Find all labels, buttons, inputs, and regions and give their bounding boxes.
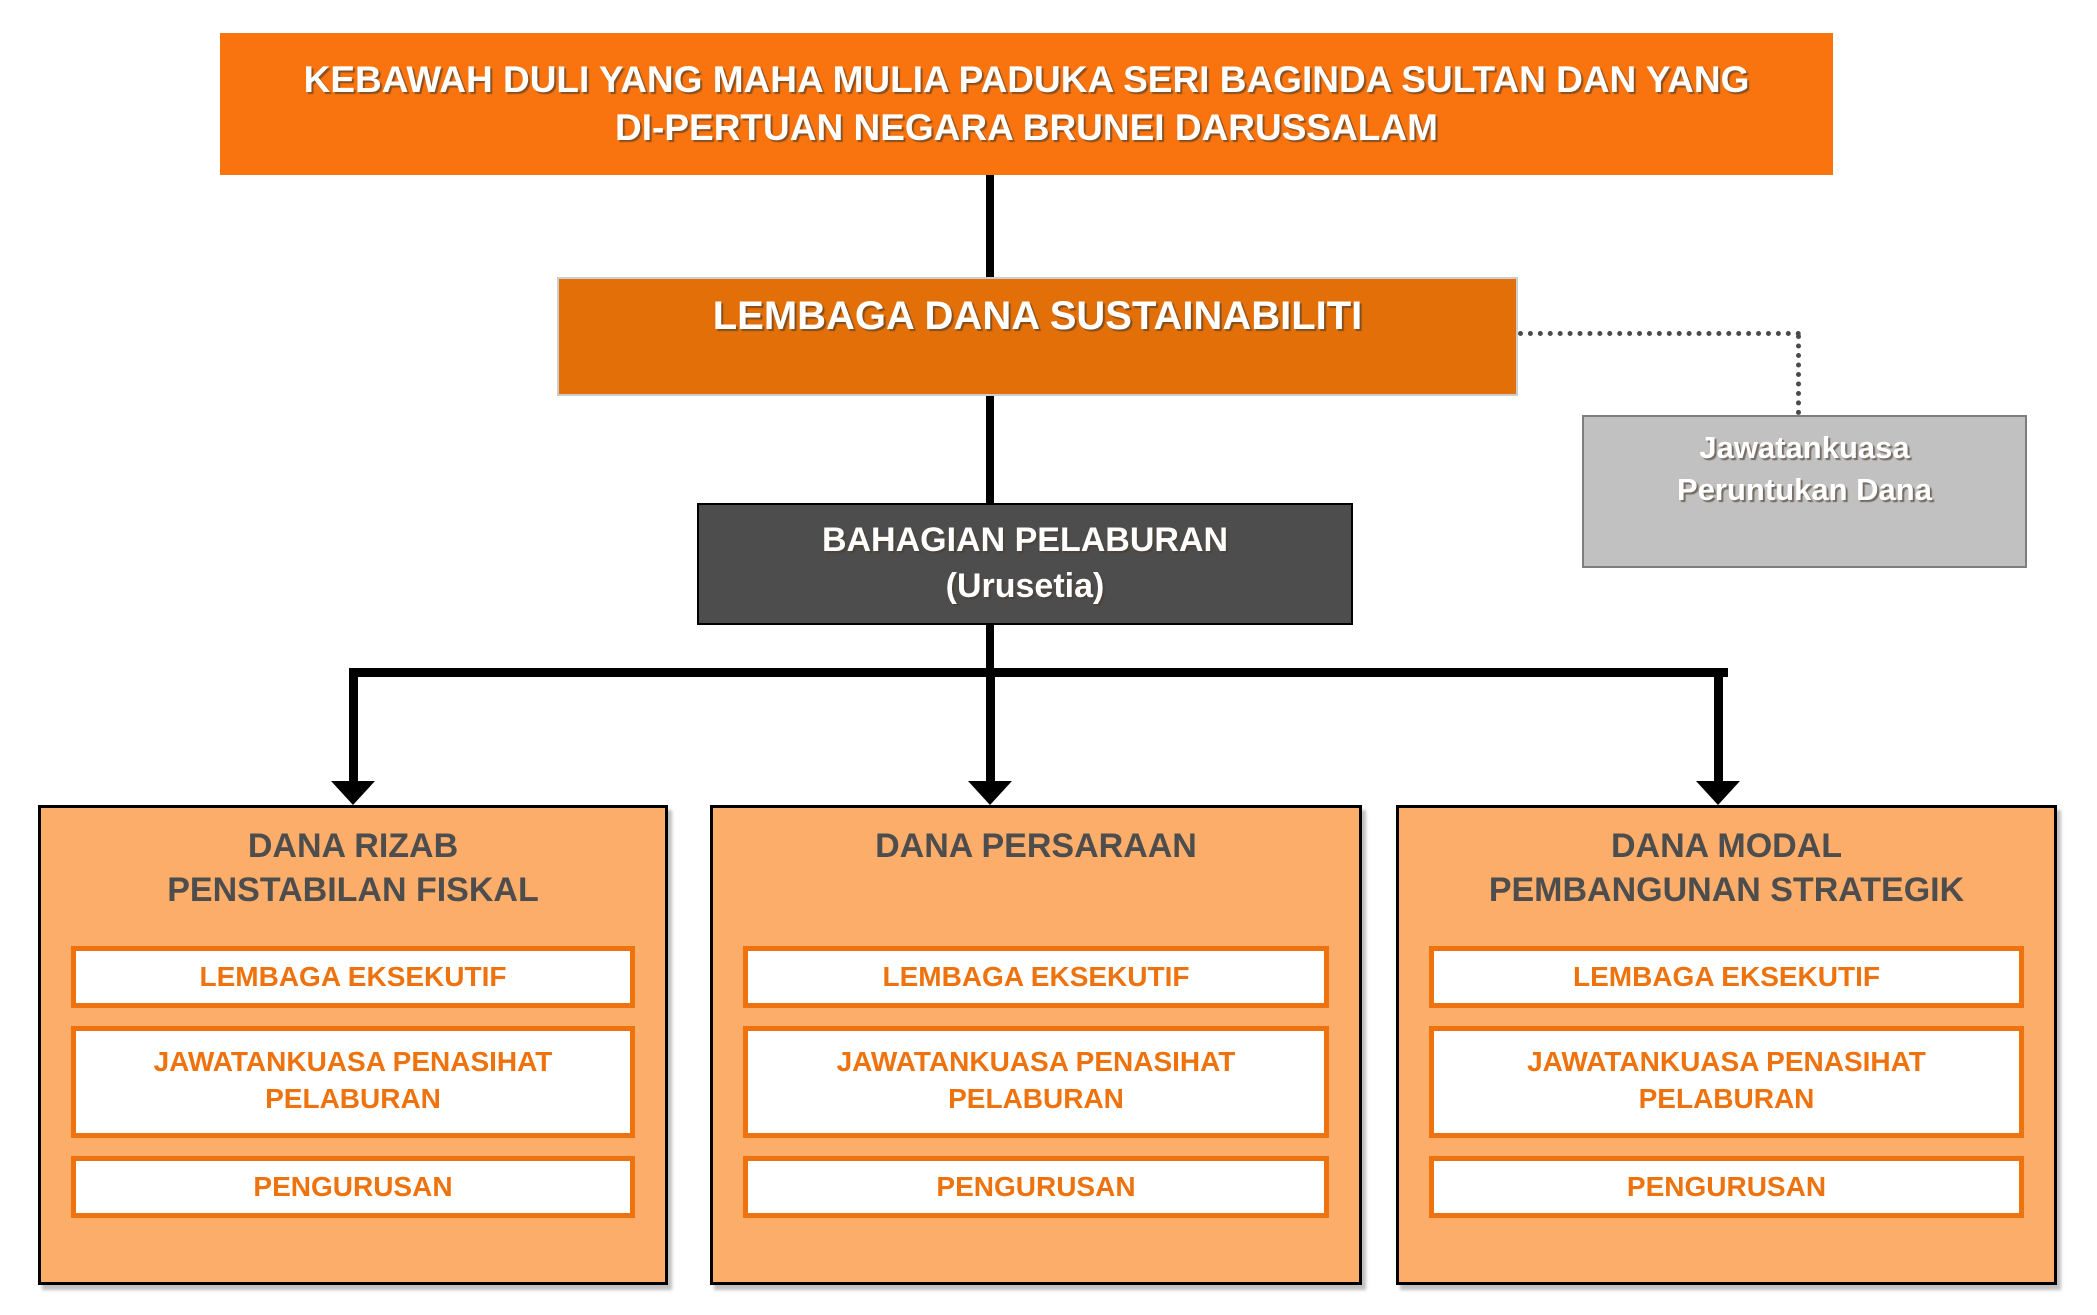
jpp-label-line1: JAWATANKUASA PENASIHAT — [1527, 1046, 1926, 1077]
dotted-connector-horizontal — [1518, 331, 1801, 336]
lembaga-eksekutif-box — [1429, 946, 2024, 1008]
fund-title-line2: PEMBANGUNAN STRATEGIK — [1488, 871, 1965, 909]
sultan-box — [220, 33, 1833, 175]
pengurusan-label: PENGURUSAN — [1626, 1171, 1827, 1202]
connector-sultan-to-lembaga — [986, 175, 994, 278]
lembaga-eksekutif-box — [71, 946, 635, 1008]
arrowhead-down-right-icon — [1696, 781, 1740, 805]
jpp-label-line1: JAWATANKUASA PENASIHAT — [836, 1046, 1236, 1077]
dotted-connector-vertical — [1796, 334, 1801, 415]
fund-title — [713, 824, 1359, 946]
jawatankuasa-penasihat-pelaburan-box — [71, 1026, 635, 1138]
branch-drop-middle — [986, 677, 995, 782]
connector-bahagian-to-branch — [986, 625, 994, 669]
pengurusan-label: PENGURUSAN — [936, 1171, 1136, 1202]
sultan-label-line2: DI-PERTUAN NEGARA BRUNEI DARUSSALAM — [615, 107, 1438, 148]
lembaga-eksekutif-label: LEMBAGA EKSEKUTIF — [199, 961, 507, 992]
branch-drop-right — [1714, 668, 1723, 782]
fund-title — [1399, 824, 2054, 946]
jpp-label-line1: JAWATANKUASA PENASIHAT — [153, 1046, 553, 1077]
lembaga-eksekutif-box — [743, 946, 1329, 1008]
fund-box-dana-modal-pembangunan-strategik — [1396, 805, 2057, 1285]
pengurusan-box — [1429, 1156, 2024, 1218]
jpp-label-line2: PELABURAN — [948, 1083, 1124, 1114]
bahagian-pelaburan-label-line1: BAHAGIAN PELABURAN — [821, 521, 1229, 559]
sultan-label-line1: KEBAWAH DULI YANG MAHA MULIA PADUKA SERI BAGINDA SULTAN DAN YANG — [303, 59, 1750, 100]
jawatankuasa-penasihat-pelaburan-box — [1429, 1026, 2024, 1138]
bahagian-pelaburan-label-line2: (Urusetia) — [945, 567, 1105, 605]
lembaga-eksekutif-label: LEMBAGA EKSEKUTIF — [882, 961, 1190, 992]
jpd-label-line1: Jawatankuasa — [1699, 430, 1910, 465]
jawatankuasa-peruntukan-dana-box — [1582, 415, 2027, 568]
jawatankuasa-penasihat-pelaburan-box — [743, 1026, 1329, 1138]
branch-drop-left — [349, 668, 358, 782]
arrowhead-down-left-icon — [331, 781, 375, 805]
fund-title-line1: DANA MODAL — [1610, 827, 1843, 865]
fund-title-line1: DANA PERSARAAN — [875, 827, 1197, 865]
jpd-label-line2: Peruntukan Dana — [1677, 472, 1932, 507]
jpp-label-line2: PELABURAN — [1638, 1083, 1815, 1114]
fund-title — [41, 824, 665, 946]
lembaga-dana-sustainabiliti-box — [557, 277, 1518, 396]
bahagian-pelaburan-box — [697, 503, 1353, 625]
pengurusan-box — [71, 1156, 635, 1218]
fund-box-dana-persaraan — [710, 805, 1362, 1285]
fund-title-line2: PENSTABILAN FISKAL — [167, 871, 539, 909]
pengurusan-box — [743, 1156, 1329, 1218]
pengurusan-label: PENGURUSAN — [253, 1171, 453, 1202]
branch-horizontal-line — [350, 668, 1728, 677]
jpp-label-line2: PELABURAN — [265, 1083, 441, 1114]
lembaga-eksekutif-label: LEMBAGA EKSEKUTIF — [1573, 961, 1880, 992]
arrowhead-down-middle-icon — [968, 781, 1012, 805]
connector-lembaga-to-bahagian — [986, 396, 994, 504]
fund-title-line1: DANA RIZAB — [247, 827, 459, 865]
lembaga-dana-label: LEMBAGA DANA SUSTAINABILITI — [712, 294, 1363, 338]
fund-box-dana-rizab-penstabilan-fiskal — [38, 805, 668, 1285]
